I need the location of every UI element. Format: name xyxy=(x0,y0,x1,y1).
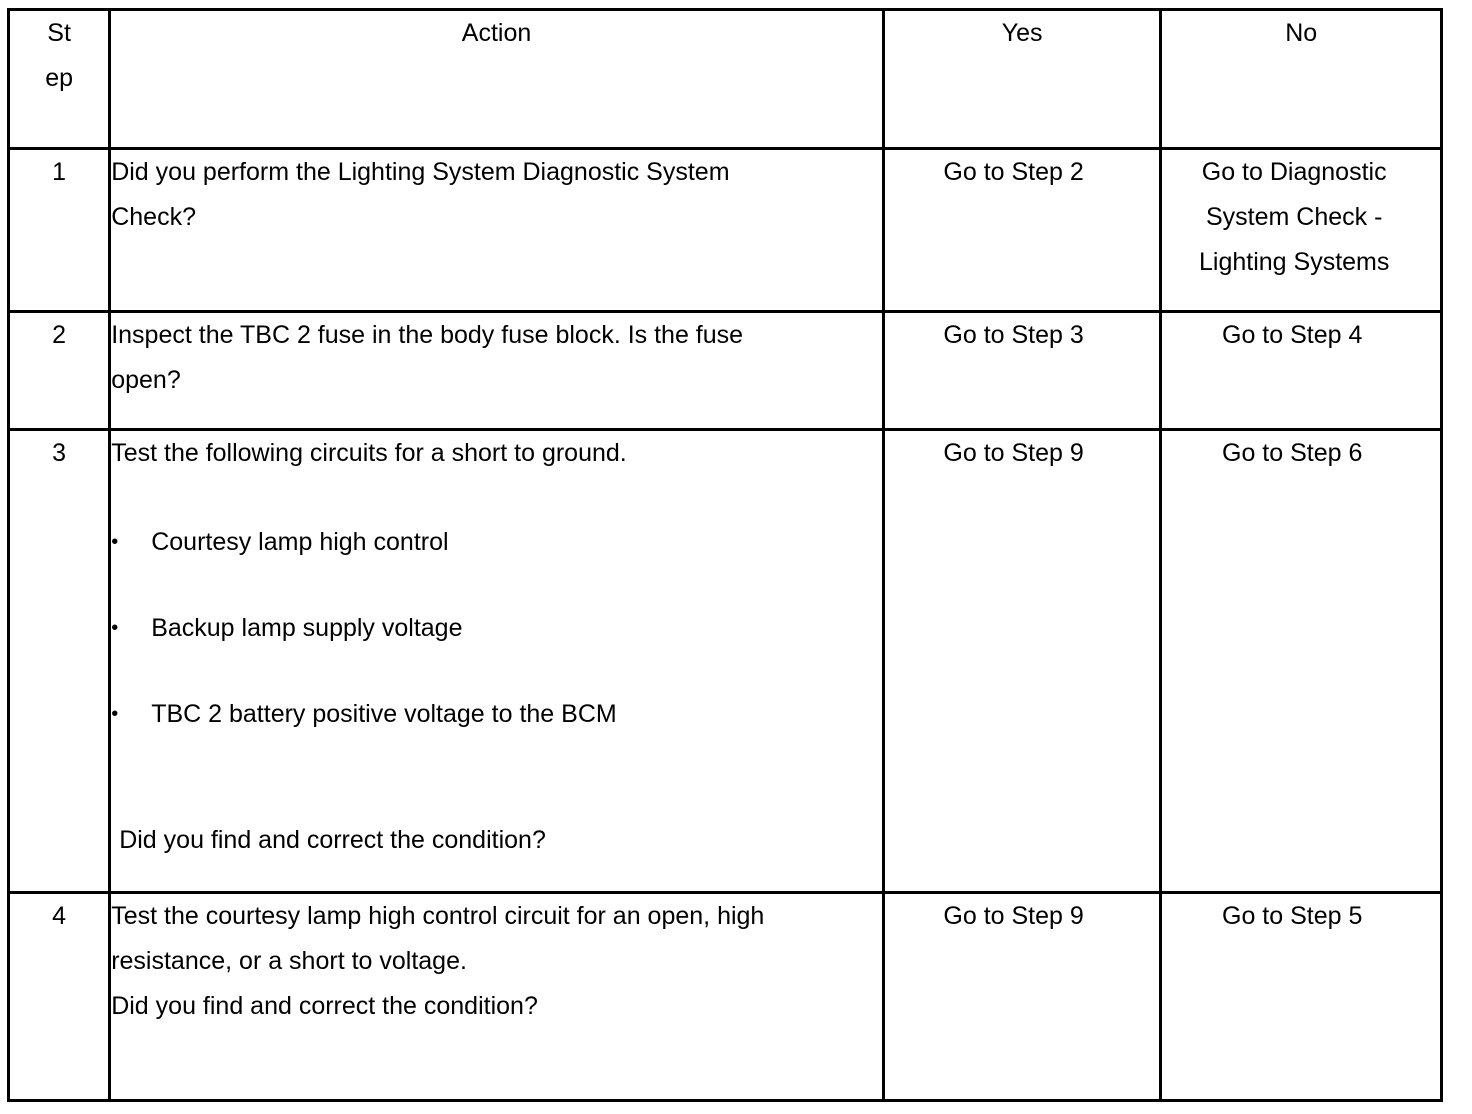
yes-result-text: Go to Step 9 xyxy=(943,439,1084,467)
action-text xyxy=(110,893,884,1101)
bullet-icon: • xyxy=(111,531,119,553)
action-text xyxy=(110,149,884,312)
no-result xyxy=(1161,312,1442,430)
no-result-text: Go to Step 6 xyxy=(1222,439,1363,467)
no-result-text: Go to Step 5 xyxy=(1222,902,1363,930)
header-yes: Yes xyxy=(883,10,1161,149)
no-result-text: Go to Diagnostic System Check - Lighting Systems xyxy=(1199,158,1390,276)
action-intro: Test the following circuits for a short to ground. xyxy=(111,439,627,467)
list-item-text: TBC 2 battery positive voltage to the BCM xyxy=(151,700,617,728)
diagnostic-table xyxy=(7,8,1443,1102)
table-row xyxy=(9,312,1442,430)
yes-result-text: Go to Step 3 xyxy=(943,321,1084,349)
yes-result xyxy=(883,149,1161,312)
no-result-text: Go to Step 4 xyxy=(1222,321,1363,349)
step-number: 4 xyxy=(9,893,110,1101)
no-result xyxy=(1161,149,1442,312)
step-number: 2 xyxy=(9,312,110,430)
yes-result-text: Go to Step 9 xyxy=(943,902,1084,930)
list-item xyxy=(111,692,882,778)
yes-result-text: Go to Step 2 xyxy=(943,158,1084,186)
action-question: Did you find and correct the condition? xyxy=(119,826,546,854)
yes-result xyxy=(883,312,1161,430)
header-action: Action xyxy=(110,10,884,149)
bullet-icon: • xyxy=(111,617,119,639)
header-no: No xyxy=(1161,10,1442,149)
action-question: Did you find and correct the condition? xyxy=(111,992,538,1020)
circuit-list xyxy=(111,520,882,778)
table-row xyxy=(9,430,1442,893)
no-result xyxy=(1161,430,1442,893)
bullet-icon: • xyxy=(111,703,119,725)
list-item xyxy=(111,606,882,692)
action-line: Test the courtesy lamp high control circuit for an open, high resistance, or a short to voltage. xyxy=(111,902,765,975)
step-number: 3 xyxy=(9,430,110,893)
yes-result xyxy=(883,430,1161,893)
header-step-text: St ep xyxy=(45,19,73,92)
action-line: Inspect the TBC 2 fuse in the body fuse block. Is the fuse open? xyxy=(111,321,744,394)
list-item-text: Courtesy lamp high control xyxy=(151,528,449,556)
table-row xyxy=(9,893,1442,1101)
header-step xyxy=(9,10,110,149)
table-row xyxy=(9,149,1442,312)
list-item xyxy=(111,520,882,606)
no-result xyxy=(1161,893,1442,1101)
yes-result xyxy=(883,893,1161,1101)
action-line: Did you perform the Lighting System Diagnostic System Check? xyxy=(111,158,730,231)
action-text xyxy=(110,312,884,430)
action-text xyxy=(110,430,884,893)
step-number: 1 xyxy=(9,149,110,312)
list-item-text: Backup lamp supply voltage xyxy=(151,614,463,642)
header-row xyxy=(9,10,1442,149)
